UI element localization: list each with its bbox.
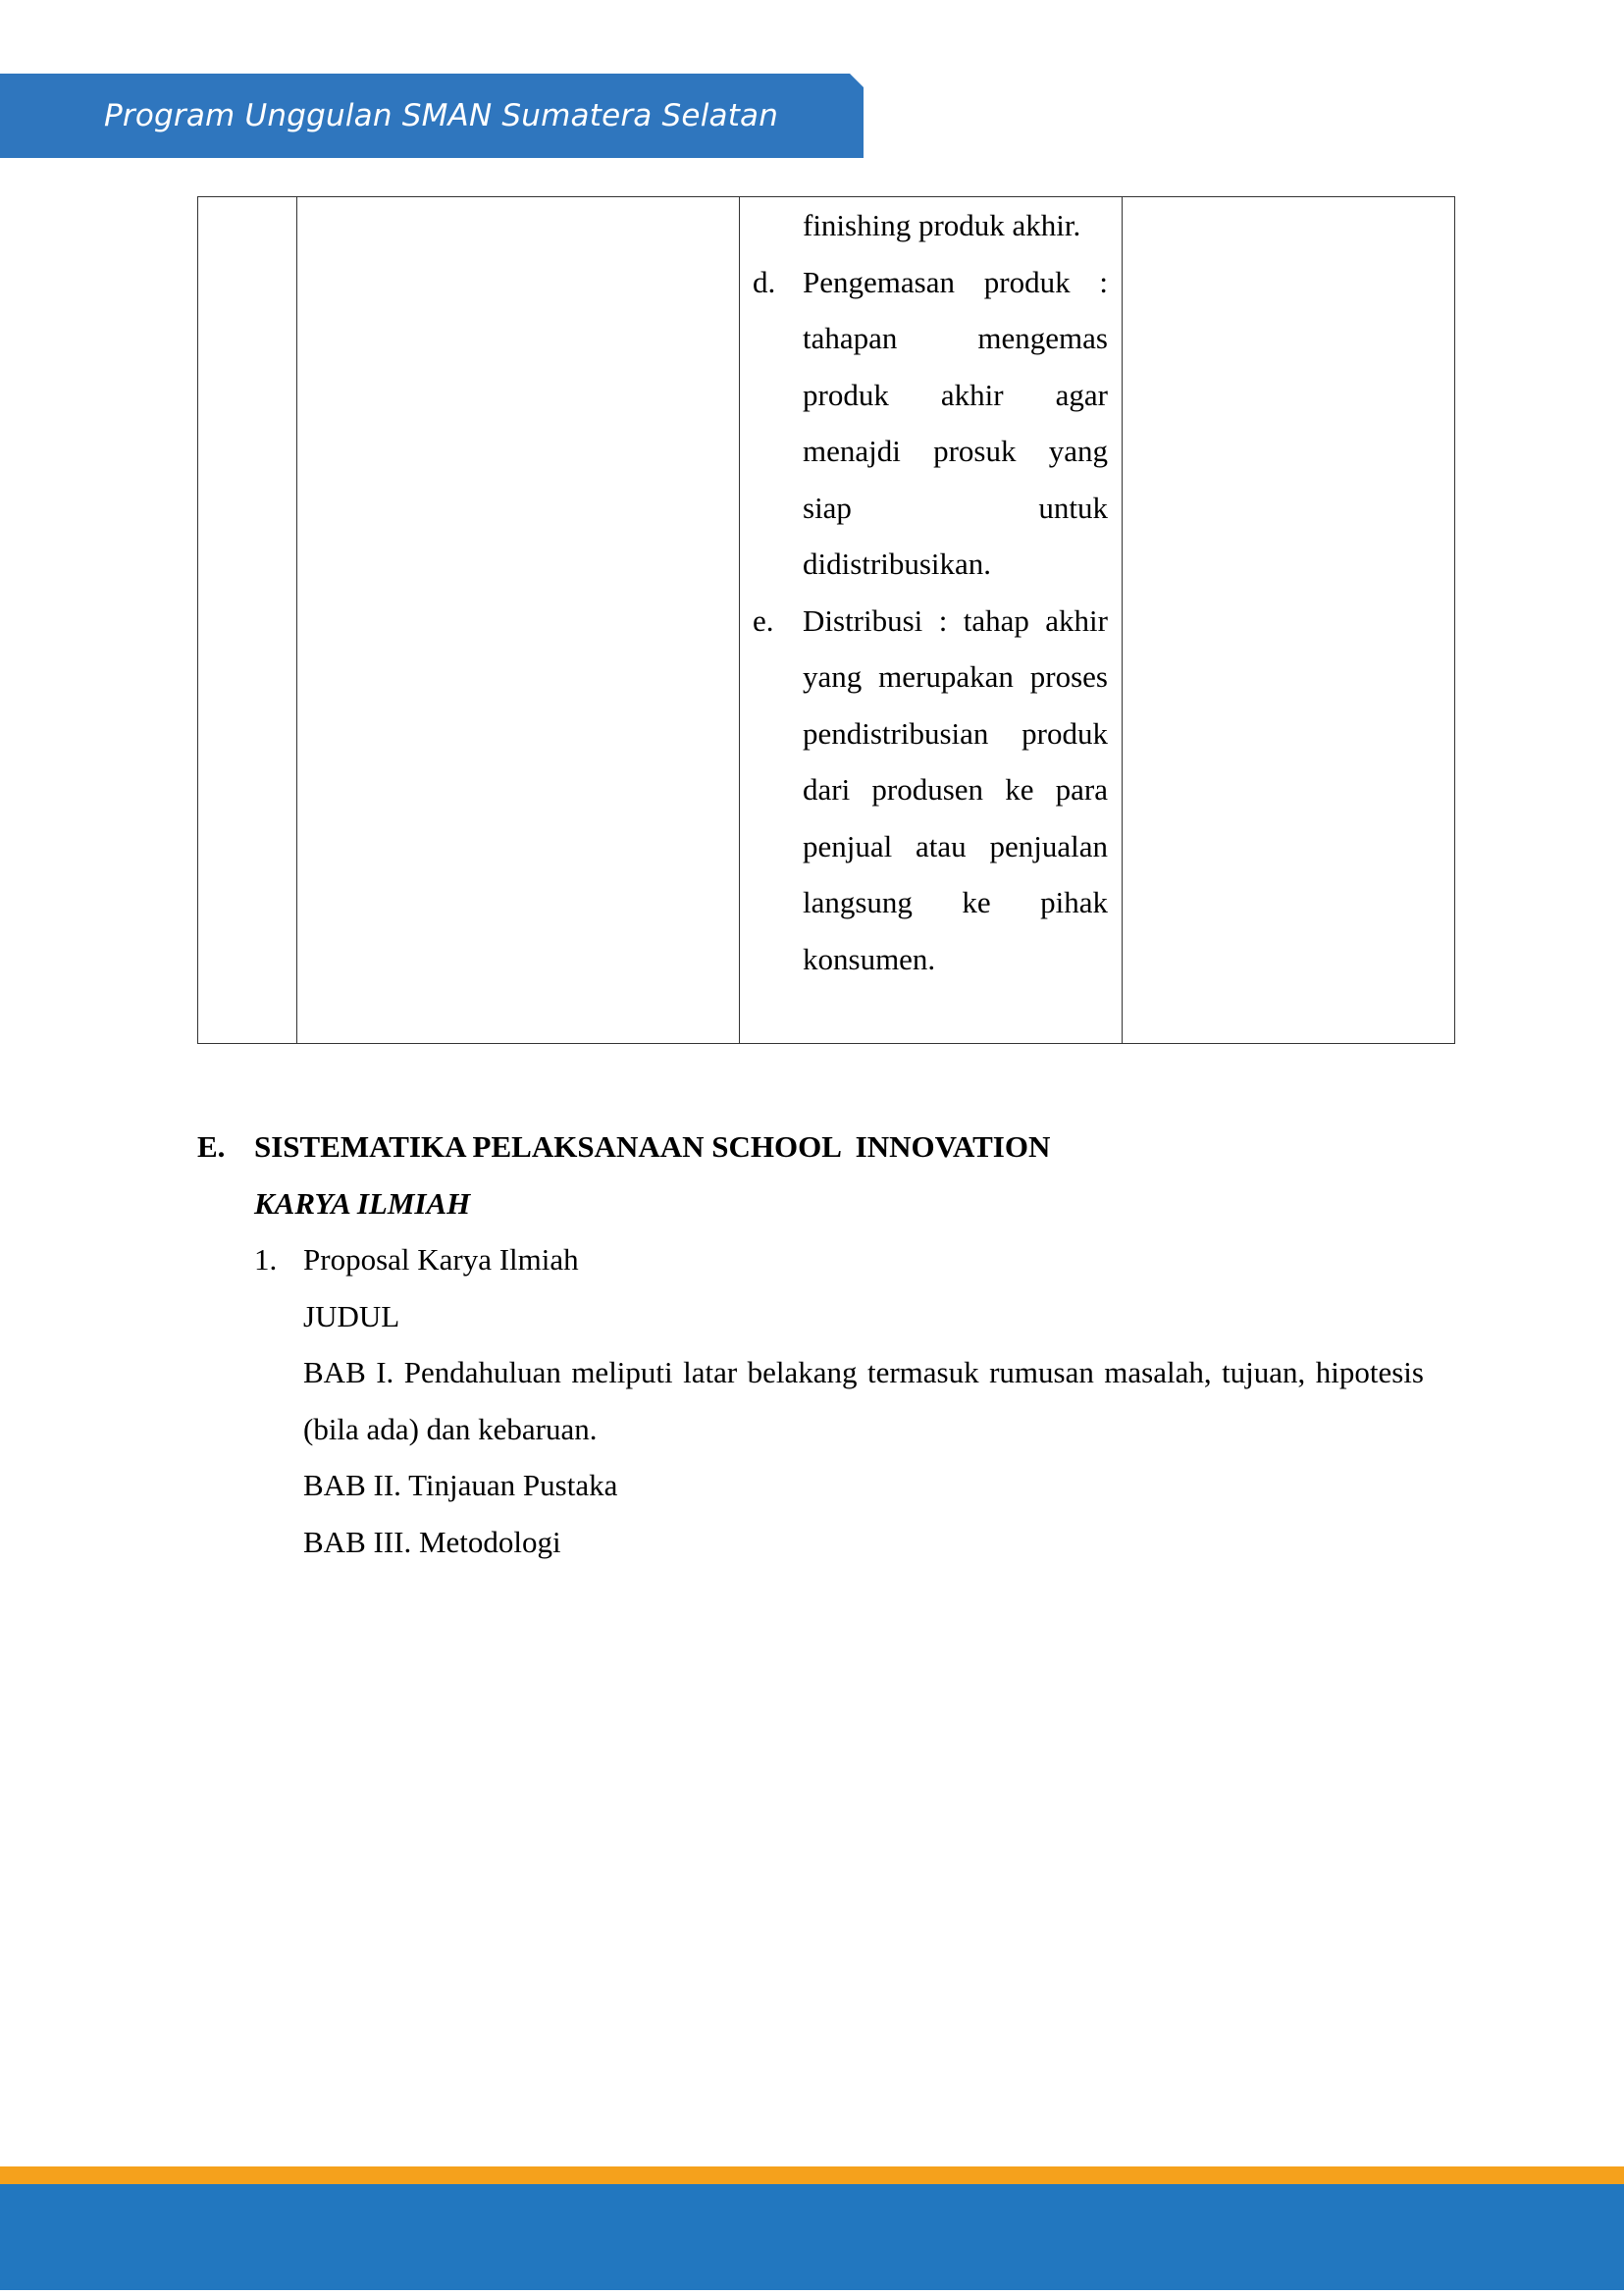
- table-row: [198, 197, 1455, 1044]
- section-subheading: KARYA ILMIAH: [254, 1185, 471, 1221]
- list-item: [740, 254, 1122, 593]
- footer-orange-stripe: [0, 2166, 1624, 2184]
- footer-blue-band: [0, 2184, 1624, 2290]
- header-title: Program Unggulan SMAN Sumatera Selatan: [104, 98, 779, 133]
- list-item-text: Distribusi : tahap akhir yang merupakan proses pendistribusian produk dari produsen ke para penjual atau penjualan langsung ke pihak konsumen.: [803, 602, 1108, 976]
- table-cell-number: [198, 197, 297, 1044]
- line-bab-3: BAB III. Metodologi: [303, 1524, 561, 1559]
- numbered-marker: 1.: [254, 1242, 278, 1277]
- description-list: [740, 197, 1122, 987]
- line-bab-2: BAB II. Tinjauan Pustaka: [303, 1468, 618, 1502]
- line-judul: JUDUL: [303, 1298, 400, 1333]
- section-e: [197, 1119, 1424, 1570]
- content-table: [197, 196, 1455, 1044]
- section-heading: [197, 1119, 1424, 1175]
- table-cell-activity: [297, 197, 740, 1044]
- table-cell-notes: [1123, 197, 1455, 1044]
- list-continuation: finishing produk akhir.: [803, 208, 1081, 242]
- numbered-item-title: Proposal Karya Ilmiah: [303, 1242, 579, 1277]
- line-bab-1: BAB I. Pendahuluan meliputi latar belakang termasuk rumusan masalah, tujuan, hipotesis (bila ada) dan kebaruan.: [303, 1355, 1424, 1446]
- list-marker: e.: [753, 602, 774, 638]
- list-item: [740, 593, 1122, 988]
- numbered-item: [197, 1231, 1424, 1288]
- table-cell-description: [740, 197, 1123, 1044]
- section-title: SISTEMATIKA PELAKSANAAN SCHOOL INNOVATION: [254, 1129, 1051, 1164]
- list-marker: d.: [753, 264, 776, 299]
- list-item-text: Pengemasan produk : tahapan mengemas produk akhir agar menajdi prosuk yang siap untuk didistribusikan.: [803, 264, 1108, 581]
- section-letter: E.: [197, 1129, 226, 1164]
